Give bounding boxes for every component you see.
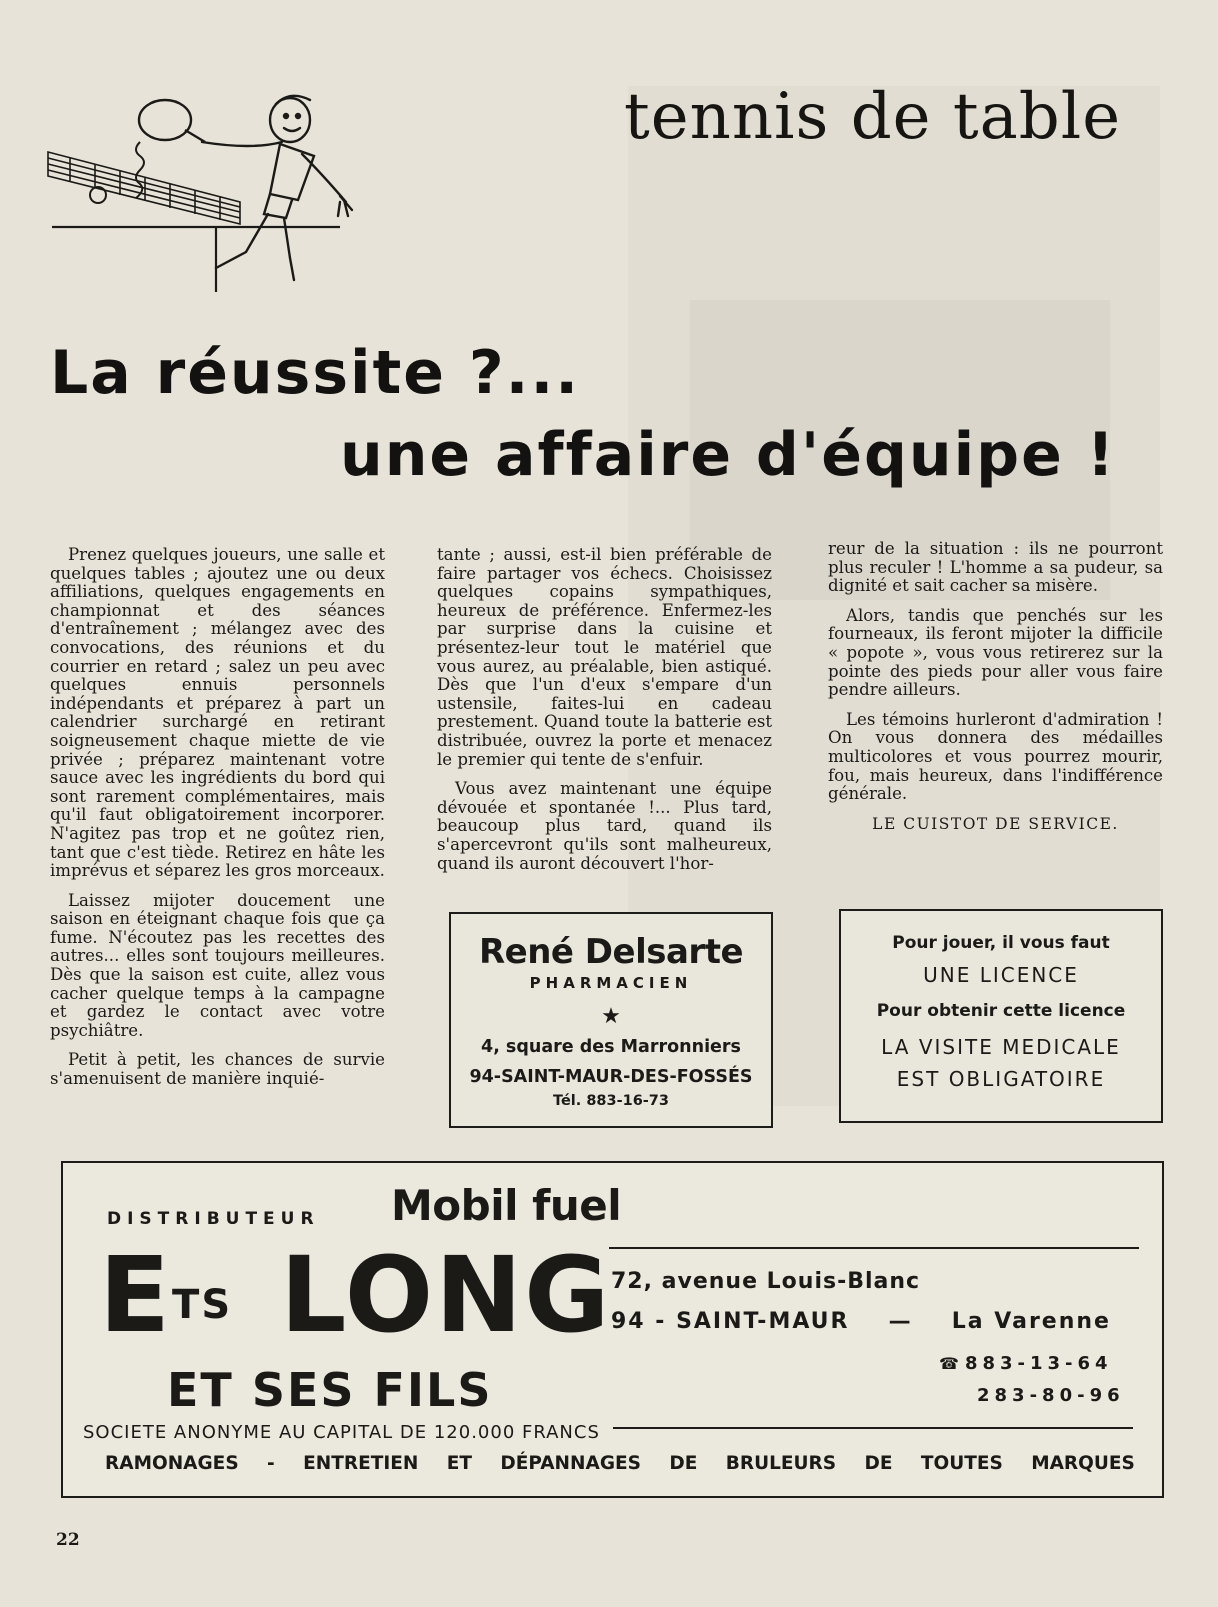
article-paragraph: Vous avez maintenant une équipe dévouée et spontanée !... Plus tard, beaucoup plus tard, quand ils s'apercevront qu'ils sont malheureux, quand ils auront découvert l'hor- bbox=[437, 779, 772, 873]
pharmacy-address: 4, square des Marronniers bbox=[481, 1037, 741, 1057]
city-dash: — bbox=[888, 1309, 913, 1334]
service-word: ET bbox=[446, 1453, 472, 1474]
licence-line-5: EST OBLIGATOIRE bbox=[896, 1067, 1106, 1091]
article-signature: LE CUISTOT DE SERVICE. bbox=[872, 814, 1119, 833]
article-paragraph: Petit à petit, les chances de survie s'amenuisent de manière inquié- bbox=[50, 1050, 385, 1089]
pharmacist-role: PHARMACIEN bbox=[529, 974, 693, 992]
ball-icon bbox=[90, 187, 106, 203]
fuel-brand: Mobil fuel bbox=[391, 1181, 622, 1230]
article-column-1 bbox=[50, 546, 385, 1100]
company-suffix: ET SES FILS bbox=[167, 1363, 493, 1417]
company-prefix: E bbox=[99, 1234, 173, 1356]
licence-line-3: Pour obtenir cette licence bbox=[876, 1001, 1126, 1021]
service-word: DÉPANNAGES bbox=[500, 1453, 641, 1474]
service-word: ENTRETIEN bbox=[303, 1453, 419, 1474]
article-column-3 bbox=[828, 540, 1163, 833]
distributor-label: DISTRIBUTEUR bbox=[107, 1209, 320, 1229]
company-city-line bbox=[611, 1309, 1111, 1334]
headline-line-2: une affaire d'équipe ! bbox=[340, 420, 1117, 490]
company-street: 72, avenue Louis-Blanc bbox=[611, 1269, 921, 1294]
paddle-icon bbox=[139, 100, 205, 142]
service-word: TOUTES bbox=[920, 1453, 1003, 1474]
article-paragraph: reur de la situation : ils ne pourront plus reculer ! L'homme a sa pudeur, sa dignité et sait cacher sa misère. bbox=[828, 539, 1163, 596]
company-surname: LONG bbox=[280, 1234, 612, 1356]
licence-line-4: LA VISITE MEDICALE bbox=[881, 1035, 1121, 1059]
company-phone-1 bbox=[939, 1353, 1113, 1374]
service-word: DE bbox=[864, 1453, 893, 1474]
divider bbox=[609, 1247, 1139, 1249]
article-paragraph: Laissez mijoter doucement une saison en éteignant chaque fois que ça fume. N'écoutez pas les recettes des autres... elles sont toujours meilleures. Dès que la saison est cuite, allez vous cacher quelque temps à la campagne et gardez le contact avec votre psychiâtre. bbox=[50, 890, 385, 1040]
company-district: La Varenne bbox=[951, 1309, 1111, 1334]
service-word: - bbox=[267, 1453, 275, 1474]
services-line bbox=[105, 1453, 1135, 1474]
article-paragraph: Alors, tandis que penchés sur les fourneaux, ils feront mijoter la difficile « popote », vous vous retirerez sur la pointe des pieds pour aller vous faire pendre ailleurs. bbox=[828, 605, 1163, 700]
company-city: 94 - SAINT-MAUR bbox=[611, 1309, 850, 1334]
fuel-distributor-advertisement bbox=[61, 1161, 1164, 1498]
article-paragraph: tante ; aussi, est-il bien préférable de faire partager vos échecs. Choisissez quelques copains sympathiques, heureux de préférence. Enfermez-les par surprise dans la cuisine et présentez-leur tout le matériel que vous aurez, au préalable, bien astiqué. Dès que l'un d'eux s'empare d'un ustensile, faites-lui en cadeau prestement. Quand toute la batterie est distribuée, ouvrez la porte et menacez le premier qui tente de s'enfuir. bbox=[437, 545, 772, 769]
table-tennis-player-illustration bbox=[40, 92, 390, 302]
article-paragraph: Prenez quelques joueurs, une salle et quelques tables ; ajoutez une ou deux affiliations, quelques engagements en championnat et des séances d'entraînement ; mélangez avec des convocations, des réunions et du courrier en retard ; salez un peu avec quelques ennuis personnels indépendants et préparez à part un calendrier surchargé en retirant soigneusement chaque miette de vie privée ; préparez maintenant votre sauce avec les ingrédients du bord qui sont rarement complémentaires, mais qu'il faut obligatoirement incorporer. N'agitez pas trop et ne goûtez rien, tant que c'est tiède. Retirez en hâte les imprévus et séparez les gros morceaux. bbox=[50, 545, 385, 881]
pharmacy-phone: Tél. 883-16-73 bbox=[553, 1093, 669, 1109]
service-word: RAMONAGES bbox=[105, 1453, 239, 1474]
pharmacy-advertisement bbox=[449, 912, 773, 1128]
licence-line-2: UNE LICENCE bbox=[923, 963, 1079, 987]
pharmacist-name: René Delsarte bbox=[478, 932, 744, 972]
pharmacy-town: 94-SAINT-MAUR-DES-FOSSÉS bbox=[469, 1067, 753, 1087]
article-column-2 bbox=[437, 546, 772, 884]
divider bbox=[613, 1427, 1133, 1429]
service-word: BRULEURS bbox=[725, 1453, 837, 1474]
table-icon bbox=[52, 227, 340, 292]
licence-notice bbox=[839, 909, 1163, 1123]
company-phone-2: 283-80-96 bbox=[977, 1385, 1125, 1406]
section-title: tennis de table bbox=[624, 80, 1122, 154]
service-word: DE bbox=[669, 1453, 698, 1474]
company-capital: SOCIETE ANONYME AU CAPITAL DE 120.000 FRANCS bbox=[83, 1422, 600, 1443]
telephone-icon: ☎ bbox=[939, 1354, 959, 1373]
headline-line-1: La réussite ?... bbox=[50, 338, 581, 408]
service-word: MARQUES bbox=[1031, 1453, 1135, 1474]
company-superscript: TS bbox=[172, 1282, 233, 1328]
article-paragraph: Les témoins hurleront d'admiration ! On vous donnera des médailles multicolores et vous pourrez mourir, fou, mais heureux, dans l'indifférence générale. bbox=[828, 709, 1163, 804]
phone-number: 883-13-64 bbox=[964, 1353, 1113, 1374]
licence-line-1: Pour jouer, il vous faut bbox=[892, 933, 1110, 953]
star-icon: ★ bbox=[601, 1004, 621, 1029]
player-figure-icon bbox=[202, 96, 352, 280]
page-number: 22 bbox=[56, 1530, 80, 1550]
company-name bbox=[99, 1234, 612, 1356]
